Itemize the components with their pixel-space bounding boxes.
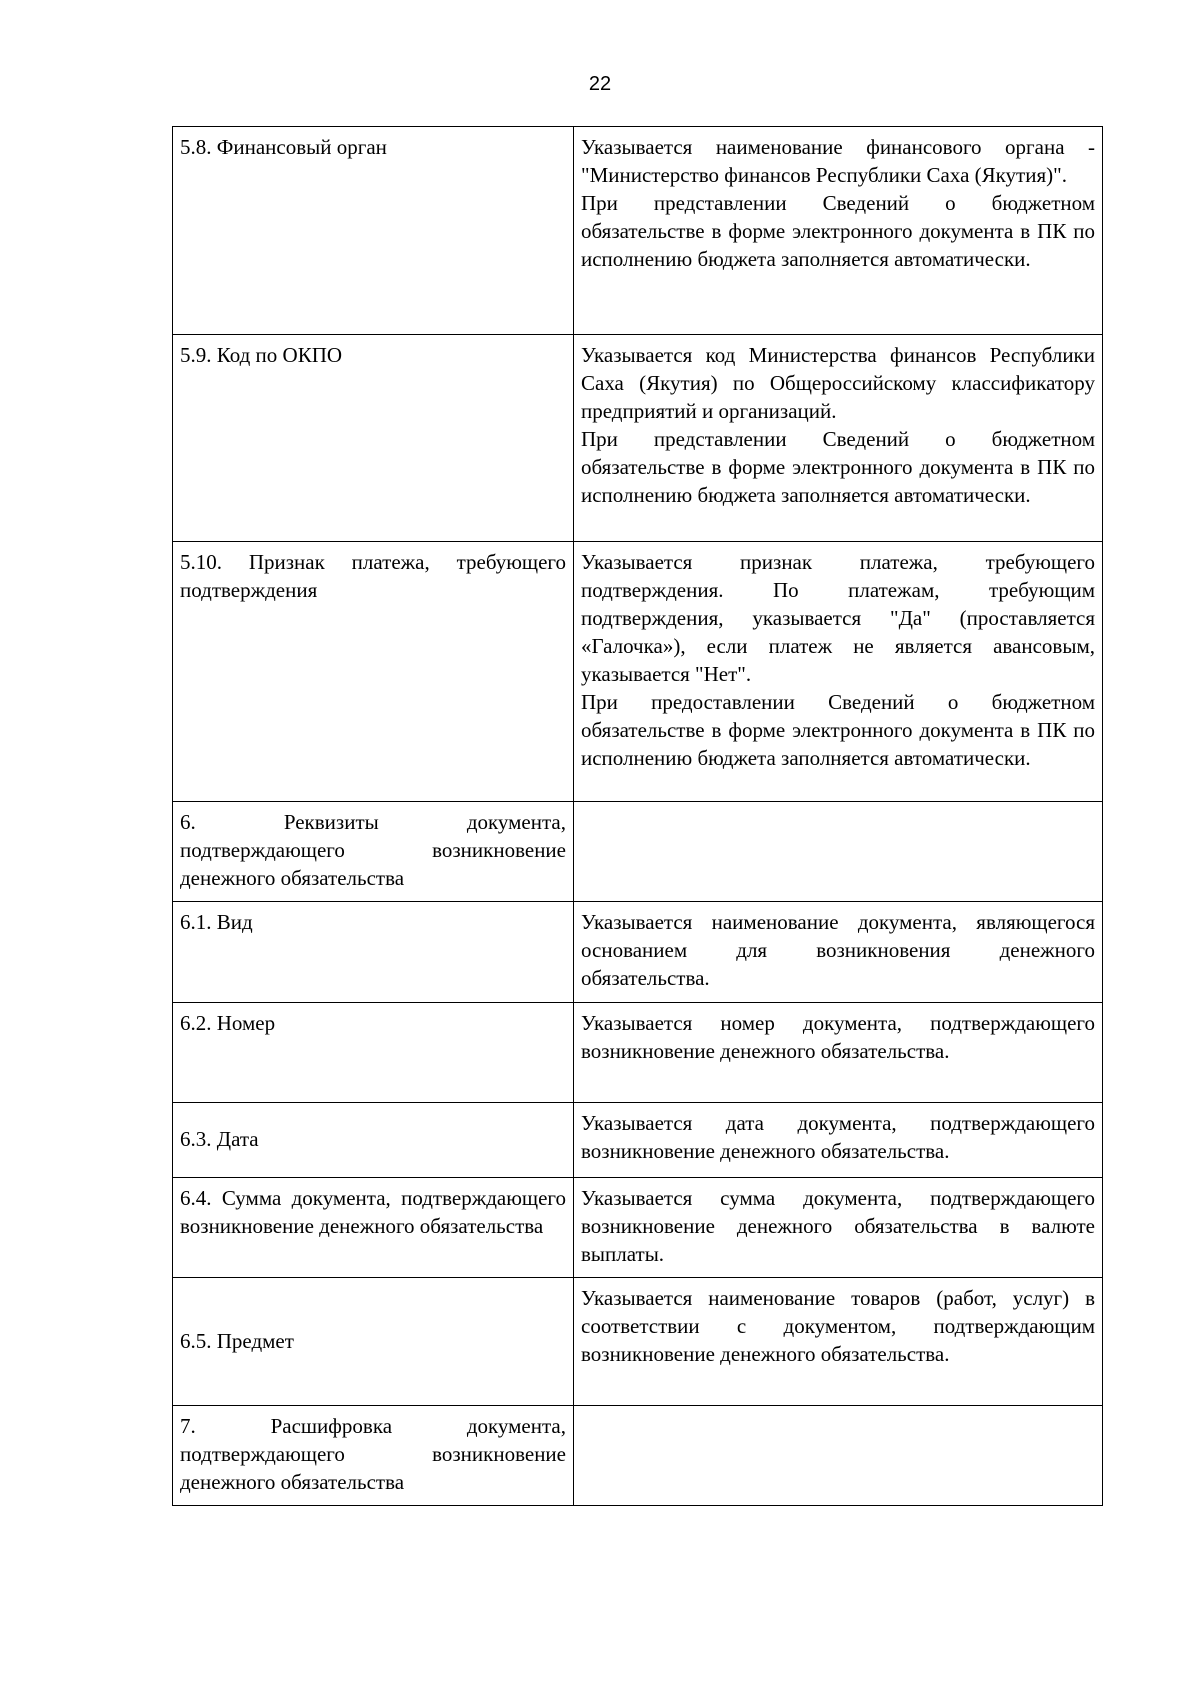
description-paragraph: Указывается сумма документа, подтверждающего возникновение денежного обязательства в валюте выплаты. xyxy=(581,1186,1095,1266)
table-row xyxy=(173,1406,1103,1506)
field-description-cell xyxy=(574,902,1103,1003)
empty-cell xyxy=(574,1406,1103,1506)
field-name-cell: 6.5. Предмет xyxy=(173,1278,574,1406)
field-name-cell: 6.1. Вид xyxy=(173,902,574,1003)
description-paragraph: При представлении Сведений о бюджетном обязательстве в форме электронного документа в ПК по исполнению бюджета заполняется автоматически. xyxy=(581,191,1095,271)
description-paragraph: Указывается номер документа, подтверждающего возникновение денежного обязательства. xyxy=(581,1011,1095,1063)
description-paragraph: Указывается код Министерства финансов Республики Саха (Якутия) по Общероссийскому классификатору предприятий и организаций. xyxy=(581,343,1095,423)
field-name-cell: 6.2. Номер xyxy=(173,1003,574,1103)
table-row xyxy=(173,542,1103,802)
field-description-cell xyxy=(574,127,1103,335)
description-paragraph: При представлении Сведений о бюджетном обязательстве в форме электронного документа в ПК по исполнению бюджета заполняется автоматически. xyxy=(581,427,1095,507)
field-description-cell xyxy=(574,1003,1103,1103)
table-row xyxy=(173,1178,1103,1278)
table-row xyxy=(173,335,1103,542)
table-row xyxy=(173,902,1103,1003)
table-row xyxy=(173,1278,1103,1406)
description-paragraph: Указывается наименование финансового органа - "Министерство финансов Республики Саха (Якутия)". xyxy=(581,135,1095,187)
field-description-cell xyxy=(574,1103,1103,1178)
field-description-cell xyxy=(574,542,1103,802)
field-description-cell xyxy=(574,335,1103,542)
field-name-cell: 5.8. Финансовый орган xyxy=(173,127,574,335)
table-row xyxy=(173,802,1103,902)
table-row xyxy=(173,127,1103,335)
description-paragraph: Указывается дата документа, подтверждающего возникновение денежного обязательства. xyxy=(581,1111,1095,1163)
empty-cell xyxy=(574,802,1103,902)
field-name-cell: 5.10. Признак платежа, требующего подтверждения xyxy=(173,542,574,802)
field-description-cell xyxy=(574,1178,1103,1278)
section-heading-cell: 6. Реквизиты документа, подтверждающего возникновение денежного обязательства xyxy=(173,802,574,902)
field-description-cell xyxy=(574,1278,1103,1406)
description-paragraph: Указывается признак платежа, требующего подтверждения. По платежам, требующим подтверждения, указывается "Да" (проставляется «Галочка»), если платеж не является авансовым, указывается "Нет". xyxy=(581,550,1095,686)
field-name-cell: 6.3. Дата xyxy=(173,1103,574,1178)
requisites-table xyxy=(172,126,1103,1506)
page-number: 22 xyxy=(588,73,612,95)
description-paragraph: При предоставлении Сведений о бюджетном обязательстве в форме электронного документа в ПК по исполнению бюджета заполняется автоматически. xyxy=(581,690,1095,770)
section-heading-cell: 7. Расшифровка документа, подтверждающего возникновение денежного обязательства xyxy=(173,1406,574,1506)
description-paragraph: Указывается наименование товаров (работ, услуг) в соответствии с документом, подтверждающим возникновение денежного обязательства. xyxy=(581,1286,1095,1366)
description-paragraph: Указывается наименование документа, являющегося основанием для возникновения денежного обязательства. xyxy=(581,910,1095,990)
field-name-cell: 6.4. Сумма документа, подтверждающего возникновение денежного обязательства xyxy=(173,1178,574,1278)
table-row xyxy=(173,1103,1103,1178)
field-name-cell: 5.9. Код по ОКПО xyxy=(173,335,574,542)
table-row xyxy=(173,1003,1103,1103)
